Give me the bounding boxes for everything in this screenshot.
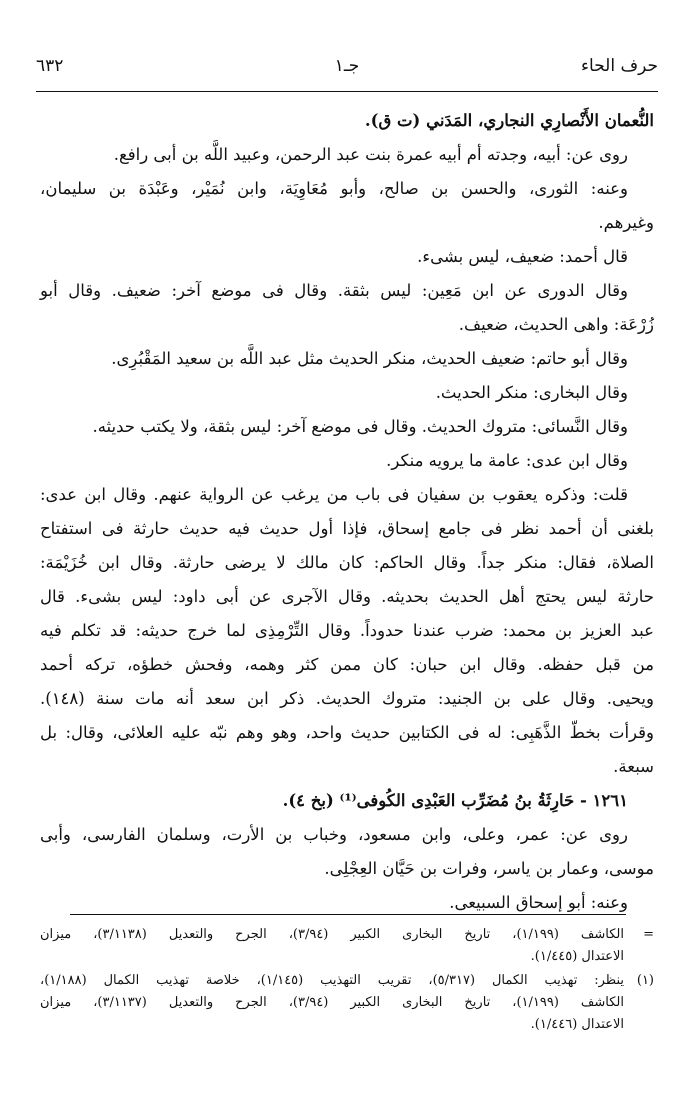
text-line: وعنه: الثورى، والحسن بن صالح، وأبو مُعَاوِيَة، وابن نُمَيْر، وعَبْدَة بن سليمان،	[40, 179, 628, 198]
text-line: قلت: وذكره يعقوب بن سفيان فى باب من يرغب عن الرواية عنهم. وقال ابن عدى:	[40, 485, 628, 504]
text-line: وقال البخارى: منكر الحديث.	[435, 383, 628, 402]
text-line: وغيرهم.	[598, 213, 654, 232]
section-title: حرف الحاء	[581, 56, 658, 76]
text-line: من قبل حفظه. وقال ابن حبان: كان ممن كثر وهمه، وفحش خطؤه، تركه أحمد	[40, 655, 654, 674]
text-line: وقال ابن عدى: عامة ما يرويه منكر.	[386, 451, 628, 470]
footnote-line: الكاشف (١/١٩٩)، تاريخ البخارى الكبير (٣/٩٤)، الجرح والتعديل (٣/١١٣٧)، ميزان	[40, 995, 624, 1010]
text-line: وقرأت بخطّ الذَّهَبِى: له فى الكتابين حديث واحد، وهو وهم نبّه عليه العلائى، وقال: بل	[40, 723, 654, 742]
footnote-line: الاعتدال (١/٤٤٥).	[530, 949, 624, 964]
running-header	[36, 56, 658, 86]
footnote-line: الاعتدال (١/٤٤٦).	[530, 1017, 624, 1032]
text-line: بلغنى أن أحمد نظر فى جامع إسحاق، فإذا أول حديث فيه حديث حارثة فى استفتاح	[40, 519, 654, 538]
entry-heading: ١٢٦١ - حَارِثَةُ بنُ مُضَرِّب العَبْدِى الكُوفى⁽¹⁾ (بخ ٤).	[282, 791, 628, 810]
text-line: حارثة ليس يحتج أهل الحديث بحديثه. وقال الآجرى عن أبى داود: ليس بشىء. قال	[40, 587, 654, 606]
text-line: وقال الدورى عن ابن مَعِين: ليس بثقة. وقال فى موضع آخر: ضعيف. وقال أبو	[40, 281, 628, 300]
text-line: وعنه: أبو إسحاق السبيعى.	[449, 893, 628, 912]
text-line: عبد العزيز بن محمد: ضرب عندنا حدوداً. وقال التِّرْمِذِى لما خرج حديثه: قد تكلم فيه	[40, 621, 654, 640]
footnote	[40, 924, 654, 968]
footnotes	[40, 924, 654, 1038]
text-line: زُرْعَة: واهى الحديث، ضعيف.	[458, 315, 654, 334]
footnote-marker: (١)	[636, 973, 654, 988]
text-line: وقال النَّسائى: متروك الحديث. وقال فى موضع آخر: ليس بثقة، ولا يكتب حديثه.	[92, 417, 628, 436]
footnote-divider	[70, 914, 626, 915]
text-line: الصلاة، فقال: منكر جداً. وقال الحاكم: كان مالك لا يرضى حارثة. وقال ابن خُزَيْمَة:	[40, 553, 654, 572]
text-line: روى عن: عمر، وعلى، وابن مسعود، وخباب بن الأرت، وسلمان الفارسى، وأبى	[40, 825, 628, 844]
text-line: قال أحمد: ضعيف، ليس بشىء.	[417, 247, 628, 266]
footnote-marker: =	[643, 927, 654, 942]
main-text	[40, 104, 654, 920]
page-number: ٦٣٢	[36, 56, 64, 76]
text-line: سبعة.	[613, 757, 654, 776]
volume-label: جـ١	[334, 56, 360, 76]
text-line: موسى، وعمار بن ياسر، وفرات بن حَيَّان العِجْلِى.	[324, 859, 654, 878]
entry-heading-continued: النُّعمان الأَنْصارِي النجاري، المَدَني (ت ق).	[364, 111, 654, 130]
header-divider	[36, 91, 658, 92]
footnote-line: الكاشف (١/١٩٩)، تاريخ البخارى الكبير (٣/٩٤)، الجرح والتعديل (٣/١١٣٨)، ميزان	[40, 927, 624, 942]
text-line: ويحيى. وقال على بن الجنيد: متروك الحديث. ذكر ابن سعد أنه مات سنة (١٤٨).	[40, 689, 654, 708]
text-line: روى عن: أبيه، وجدته أم أبيه عمرة بنت عبد الرحمن، وعبيد اللَّه بن أبى رافع.	[113, 145, 628, 164]
footnote	[40, 970, 654, 1036]
footnote-line: ينظر: تهذيب الكمال (٥/٣١٧)، تقريب التهذيب (١/١٤٥)، خلاصة تهذيب الكمال (١/١٨٨)،	[40, 973, 624, 988]
text-line: وقال أبو حاتم: ضعيف الحديث، منكر الحديث مثل عبد اللَّه بن سعيد المَقْبُرِى.	[111, 349, 628, 368]
